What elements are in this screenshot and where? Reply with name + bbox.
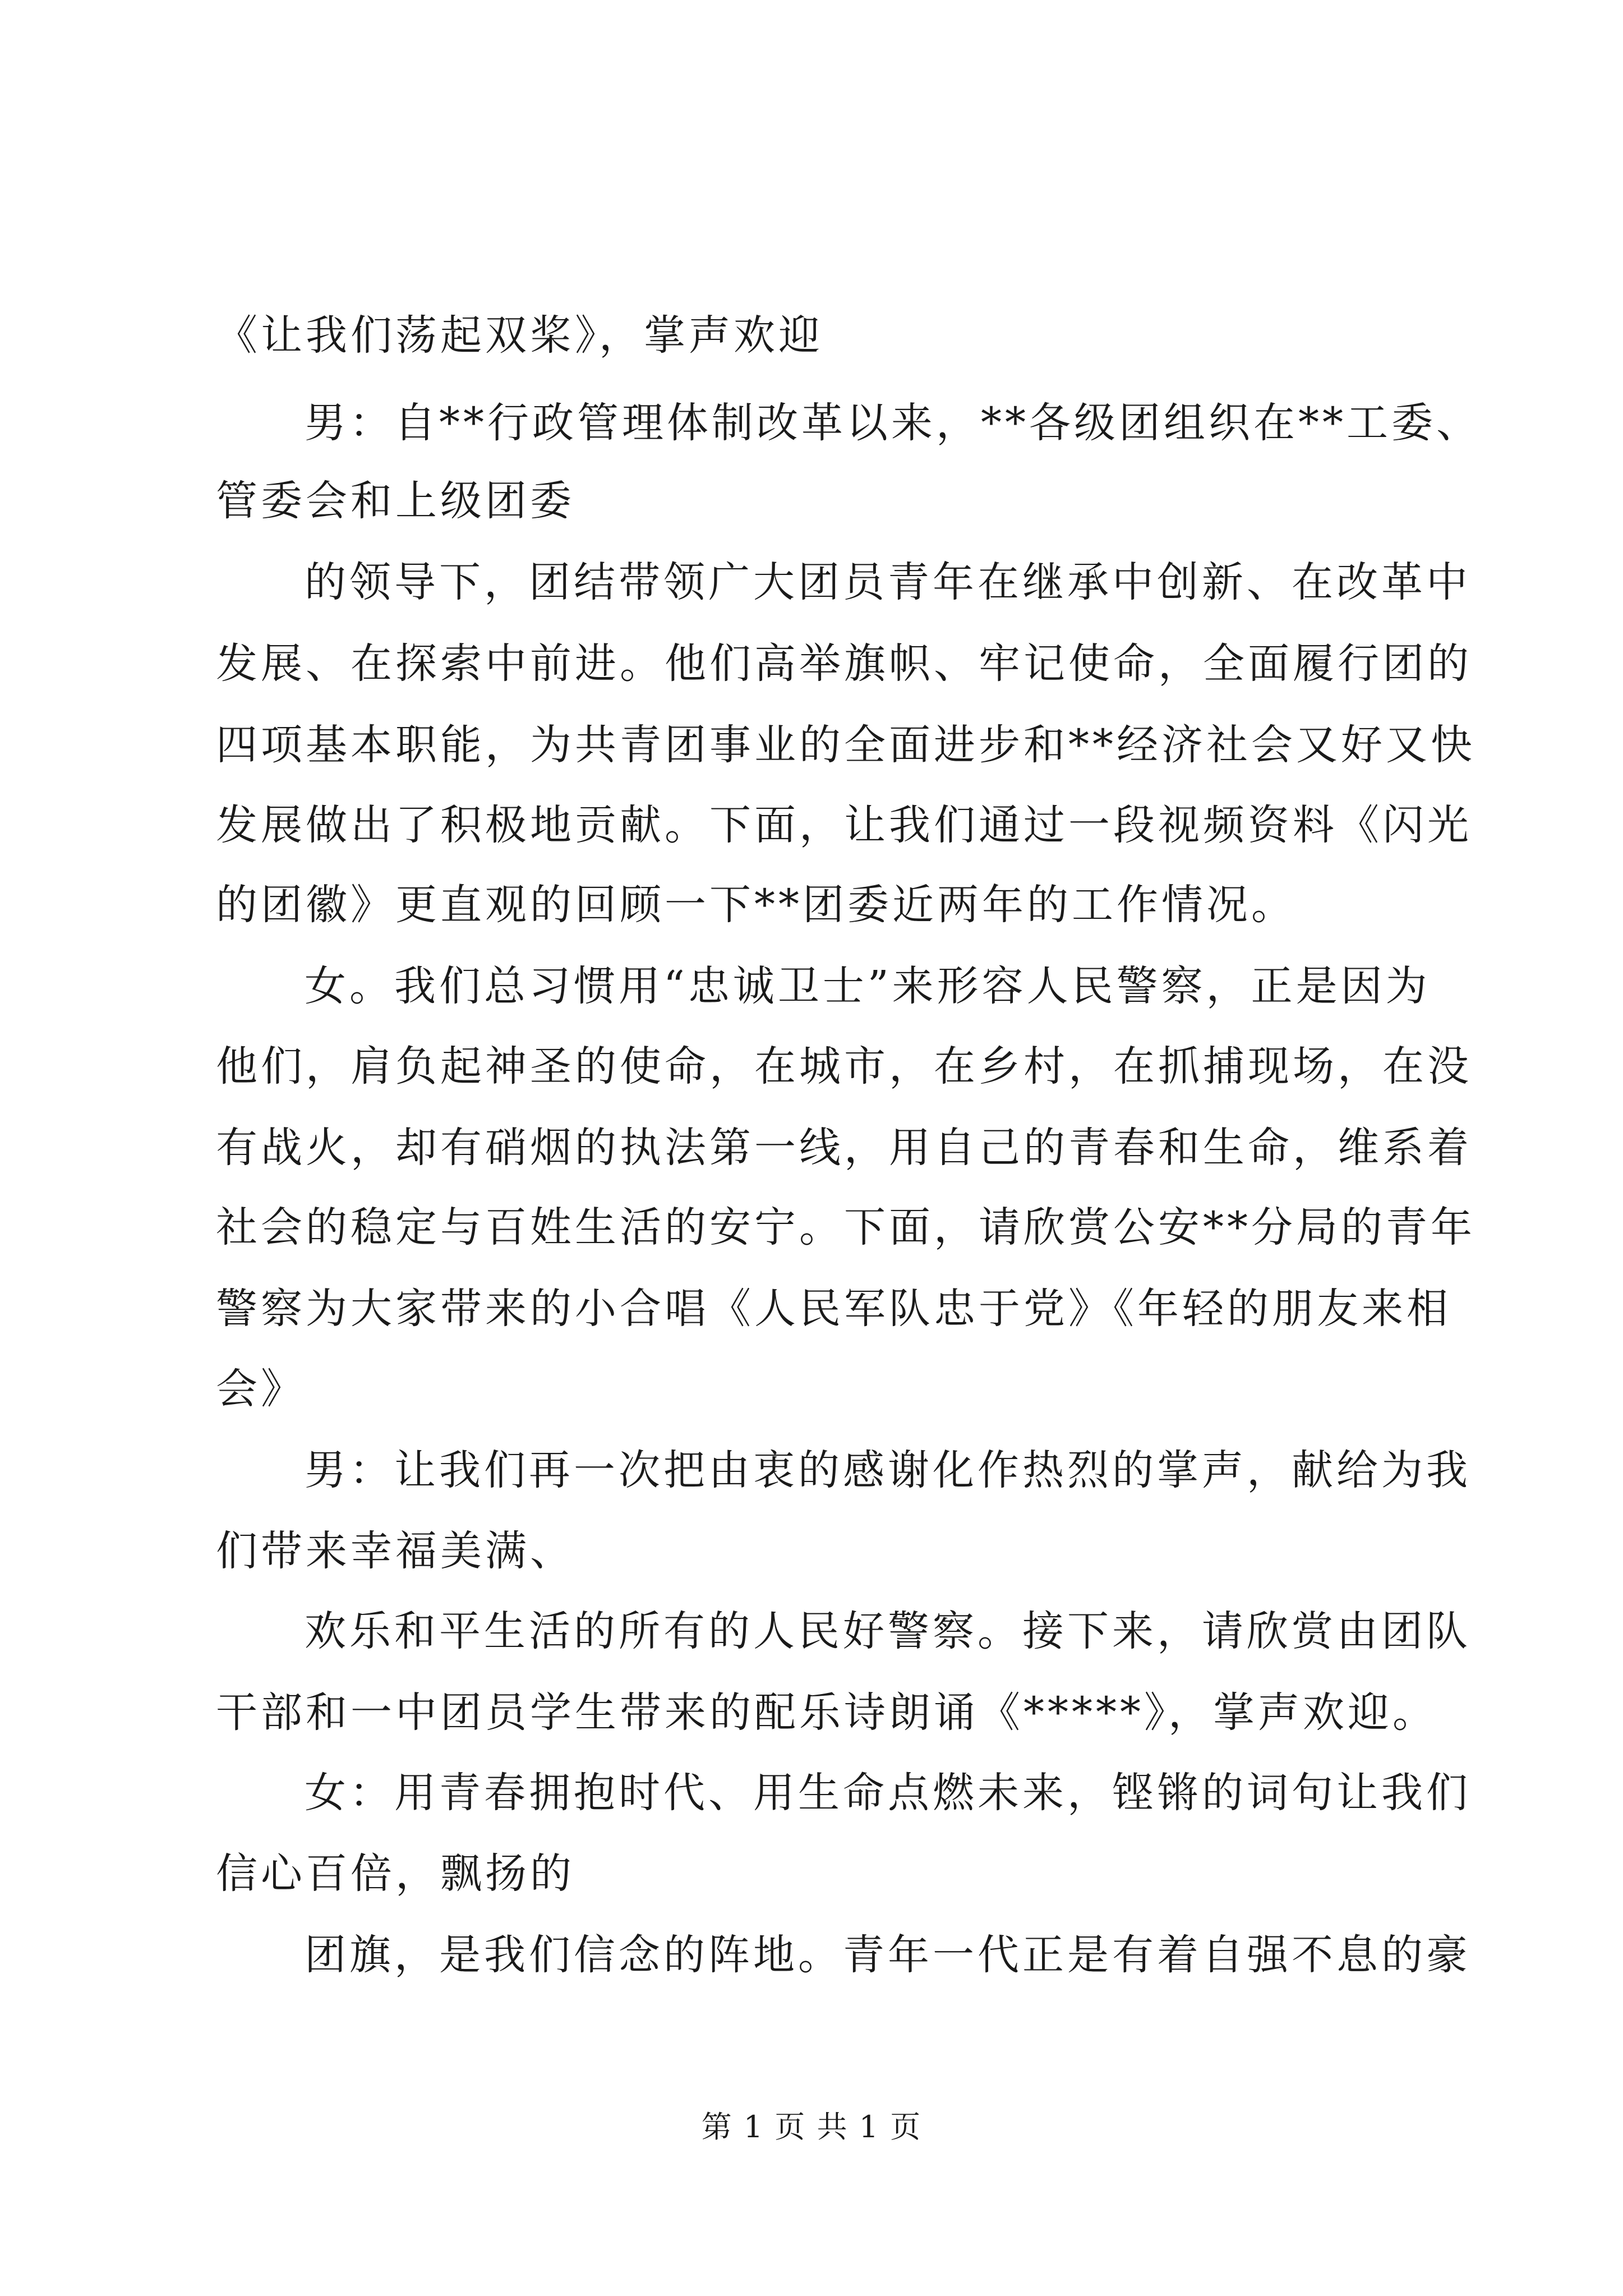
text-line: 会》 <box>216 1365 306 1413</box>
text-line: 有战火，却有硝烟的执法第一线，用自己的青春和生命，维系着 <box>216 1124 1472 1172</box>
text-line: 的领导下，团结带领广大团员青年在继承中创新、在改革中 <box>305 558 1471 606</box>
text-line: 四项基本职能，为共青团事业的全面进步和**经济社会又好又快 <box>216 721 1476 769</box>
text-line: 发展做出了积极地贡献。下面，让我们通过一段视频资料《闪光 <box>216 801 1472 849</box>
text-line: 男：自**行政管理体制改革以来，**各级团组织在**工委、 <box>305 399 1481 447</box>
text-line: 管委会和上级团委 <box>216 477 575 525</box>
text-line: 的团徽》更直观的回顾一下**团委近两年的工作情况。 <box>216 881 1296 929</box>
text-line: 《让我们荡起双桨》，掌声欢迎 <box>216 311 823 360</box>
text-line: 社会的稳定与百姓生活的安宁。下面，请欣赏公安**分局的青年 <box>216 1203 1476 1251</box>
text-line: 发展、在探索中前进。他们高举旗帜、牢记使命，全面履行团的 <box>216 639 1472 688</box>
text-line: 团旗，是我们信念的阵地。青年一代正是有着自强不息的豪 <box>305 1931 1471 1979</box>
text-line: 欢乐和平生活的所有的人民好警察。接下来，请欣赏由团队 <box>305 1607 1471 1655</box>
text-line: 男：让我们再一次把由衷的感谢化作热烈的掌声，献给为我 <box>305 1446 1471 1494</box>
text-line: 女：用青春拥抱时代、用生命点燃未来，铿锵的词句让我们 <box>305 1769 1471 1817</box>
text-line: 信心百倍，飘扬的 <box>216 1849 575 1898</box>
text-line: 警察为大家带来的小合唱《人民军队忠于党》《年轻的朋友来相 <box>216 1285 1451 1333</box>
text-line: 他们，肩负起神圣的使命，在城市，在乡村，在抓捕现场，在没 <box>216 1042 1472 1091</box>
page-number-footer: 第 1 页 共 1 页 <box>701 2109 922 2145</box>
text-line: 干部和一中团员学生带来的配乐诗朗诵《*****》，掌声欢迎。 <box>216 1688 1437 1737</box>
text-line: 女。我们总习惯用“忠诚卫士”来形容人民警察，正是因为 <box>305 962 1431 1010</box>
text-line: 们带来幸福美满、 <box>216 1527 575 1575</box>
